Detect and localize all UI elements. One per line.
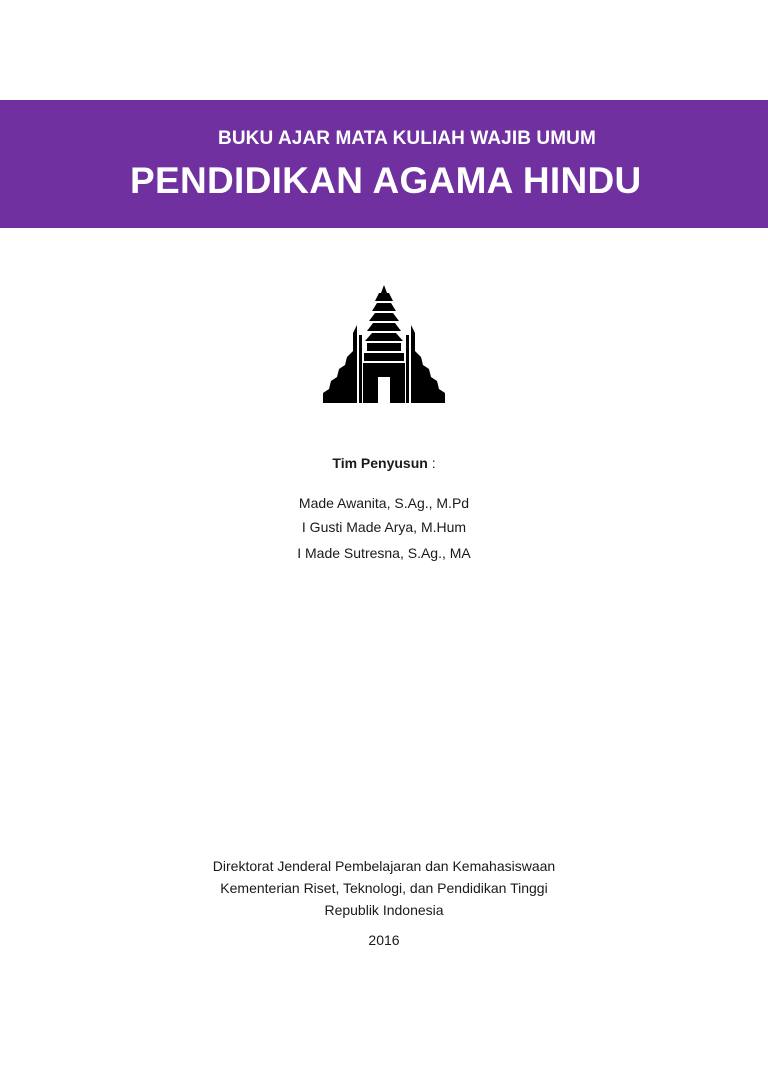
- publisher-line: Kementerian Riset, Teknologi, dan Pendidikan Tinggi: [220, 880, 548, 896]
- candi-bentar-gate-icon: [323, 285, 445, 403]
- authors-heading-suffix: :: [427, 455, 436, 471]
- book-title: PENDIDIKAN AGAMA HINDU: [130, 160, 642, 201]
- book-subtitle: BUKU AJAR MATA KULIAH WAJIB UMUM: [218, 128, 596, 149]
- author-name: I Gusti Made Arya, M.Hum: [301, 519, 467, 535]
- authors-heading: [0, 455, 768, 471]
- publisher-line: Republik Indonesia: [324, 902, 444, 918]
- publisher-line: Direktorat Jenderal Pembelajaran dan Kemahasiswaan: [212, 858, 556, 874]
- publication-year: 2016: [368, 932, 400, 948]
- authors-heading-label: Tim Penyusun: [332, 455, 428, 471]
- author-name: I Made Sutresna, S.Ag., MA: [297, 545, 471, 561]
- author-name: Made Awanita, S.Ag., M.Pd: [298, 495, 470, 511]
